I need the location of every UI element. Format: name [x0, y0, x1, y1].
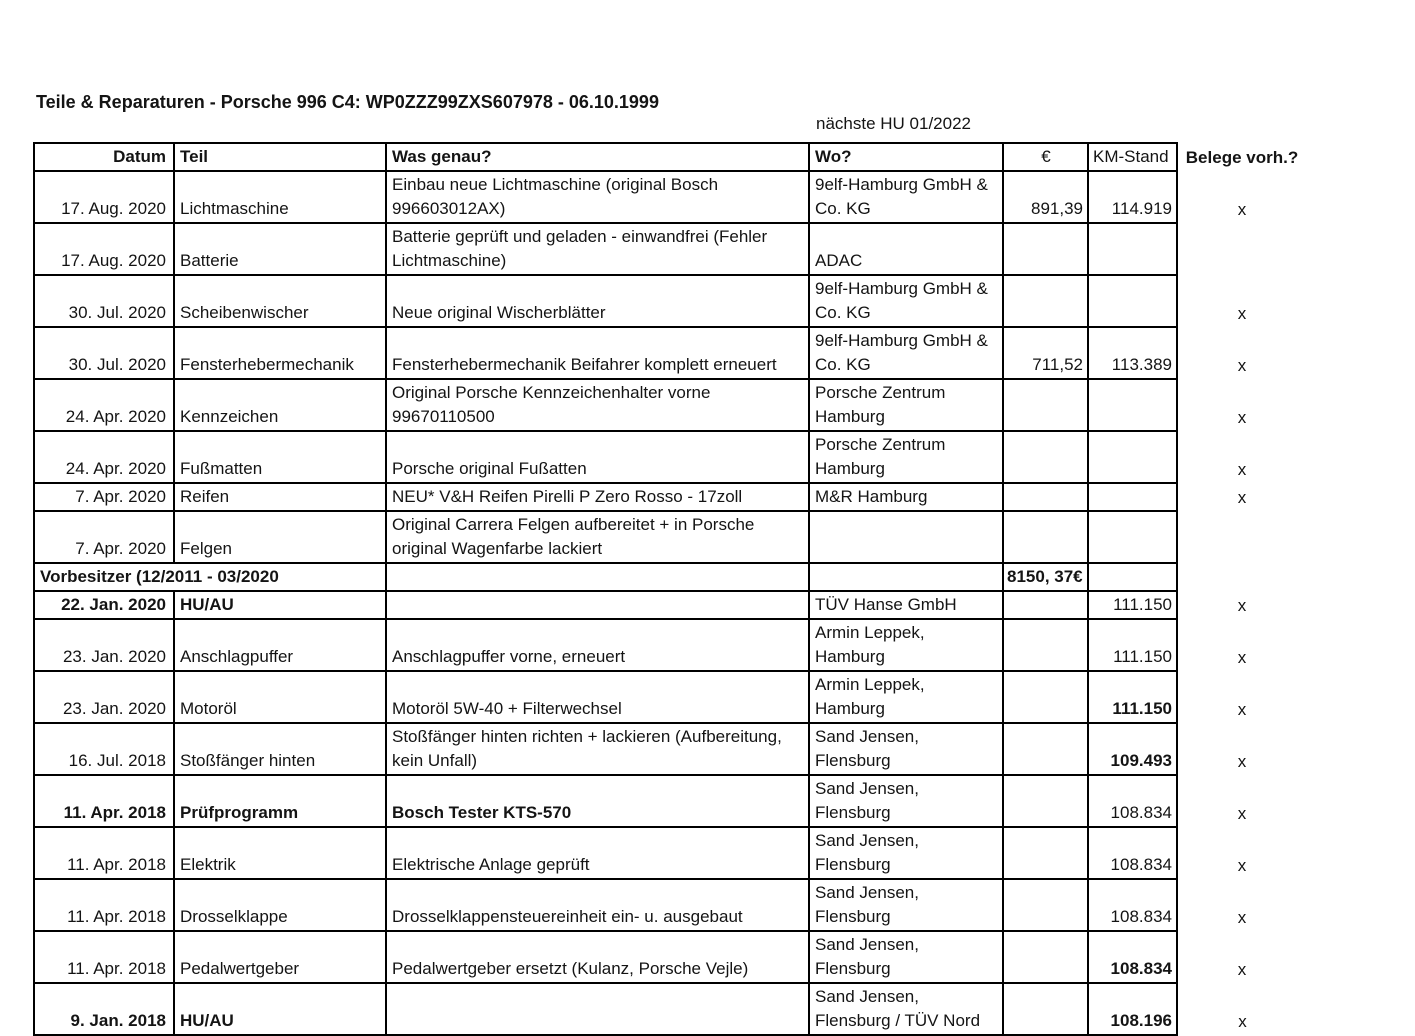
cell-beleg: x: [1237, 596, 1247, 615]
cell-wo: Sand Jensen, Flensburg: [809, 827, 1003, 879]
column-header-eur: €: [1003, 143, 1088, 171]
cell-eur: [1003, 827, 1088, 879]
cell-beleg: [1177, 511, 1307, 563]
cell-km: 113.389: [1088, 327, 1177, 379]
cell-datum: 24. Apr. 2020: [34, 431, 174, 483]
column-header-teil: Teil: [174, 143, 386, 171]
cell-was: Drosselklappensteuereinheit ein- u. ausgebaut: [386, 879, 809, 931]
cell-section-label: Vorbesitzer (12/2011 - 03/2020: [34, 563, 386, 591]
cell-eur: [1003, 275, 1088, 327]
table-row: [34, 983, 1307, 1035]
cell-teil: Fensterhebermechanik: [174, 327, 386, 379]
cell-wo: 9elf-Hamburg GmbH & Co. KG: [809, 327, 1003, 379]
cell-eur: [1003, 619, 1088, 671]
cell-datum: 23. Jan. 2020: [34, 671, 174, 723]
cell-eur: [1003, 431, 1088, 483]
cell-was: [386, 563, 809, 591]
cell-datum: 16. Jul. 2018: [34, 723, 174, 775]
cell-wo: Armin Leppek, Hamburg: [809, 671, 1003, 723]
cell-was: Original Carrera Felgen aufbereitet + in Porsche original Wagenfarbe lackiert: [386, 511, 809, 563]
cell-was: Original Porsche Kennzeichenhalter vorne 99670110500: [386, 379, 809, 431]
cell-beleg: x: [1237, 200, 1247, 219]
table-row: [34, 591, 1307, 619]
cell-eur: [1003, 723, 1088, 775]
cell-km: 109.493: [1088, 723, 1177, 775]
cell-teil: Felgen: [174, 511, 386, 563]
cell-datum: 22. Jan. 2020: [34, 591, 174, 619]
cell-was: [386, 591, 809, 619]
table-row: [34, 327, 1307, 379]
table-row: [34, 775, 1307, 827]
cell-was: Fensterhebermechanik Beifahrer komplett erneuert: [386, 327, 809, 379]
cell-datum: 30. Jul. 2020: [34, 327, 174, 379]
table-row: [34, 431, 1307, 483]
cell-wo: Porsche Zentrum Hamburg: [809, 379, 1003, 431]
cell-wo: Porsche Zentrum Hamburg: [809, 431, 1003, 483]
cell-beleg: x: [1237, 856, 1247, 875]
cell-beleg: x: [1237, 960, 1247, 979]
table-row: [34, 619, 1307, 671]
cell-wo: 9elf-Hamburg GmbH & Co. KG: [809, 171, 1003, 223]
cell-beleg: x: [1238, 1012, 1247, 1031]
cell-eur: [1003, 379, 1088, 431]
cell-wo: 9elf-Hamburg GmbH & Co. KG: [809, 275, 1003, 327]
cell-datum: 9. Jan. 2018: [34, 983, 174, 1035]
cell-eur: [1003, 879, 1088, 931]
cell-was: Porsche original Fußatten: [386, 431, 809, 483]
cell-eur: 711,52: [1003, 327, 1088, 379]
cell-datum: 17. Aug. 2020: [34, 171, 174, 223]
cell-beleg: x: [1237, 460, 1247, 479]
cell-wo: Sand Jensen, Flensburg: [809, 879, 1003, 931]
cell-was: Motoröl 5W-40 + Filterwechsel: [386, 671, 809, 723]
cell-teil: Batterie: [174, 223, 386, 275]
cell-beleg: x: [1237, 304, 1247, 323]
cell-was: Bosch Tester KTS-570: [386, 775, 809, 827]
cell-datum: 11. Apr. 2018: [34, 879, 174, 931]
cell-was: NEU* V&H Reifen Pirelli P Zero Rosso - 17zoll: [386, 483, 809, 511]
header-row: [34, 143, 1307, 171]
cell-beleg: x: [1237, 488, 1247, 507]
cell-datum: 7. Apr. 2020: [34, 511, 174, 563]
cell-beleg: x: [1237, 648, 1247, 667]
cell-teil: Motoröl: [174, 671, 386, 723]
cell-km: [1088, 431, 1177, 483]
cell-teil: Pedalwertgeber: [174, 931, 386, 983]
cell-teil: Prüfprogramm: [174, 775, 386, 827]
cell-eur: [1003, 775, 1088, 827]
cell-teil: Anschlagpuffer: [174, 619, 386, 671]
table-row: [34, 723, 1307, 775]
cell-wo: Sand Jensen, Flensburg: [809, 931, 1003, 983]
cell-teil: Lichtmaschine: [174, 171, 386, 223]
cell-was: Neue original Wischerblätter: [386, 275, 809, 327]
cell-datum: 30. Jul. 2020: [34, 275, 174, 327]
table-row: [34, 379, 1307, 431]
cell-km: 111.150: [1088, 619, 1177, 671]
cell-eur: [1003, 511, 1088, 563]
cell-was: Anschlagpuffer vorne, erneuert: [386, 619, 809, 671]
cell-wo: [809, 563, 1003, 591]
cell-km: [1088, 223, 1177, 275]
cell-datum: 17. Aug. 2020: [34, 223, 174, 275]
cell-datum: 11. Apr. 2018: [34, 775, 174, 827]
cell-was: Pedalwertgeber ersetzt (Kulanz, Porsche Vejle): [386, 931, 809, 983]
cell-beleg: x: [1237, 804, 1247, 823]
cell-wo: M&R Hamburg: [809, 483, 1003, 511]
cell-beleg: [1177, 563, 1307, 591]
cell-wo: Sand Jensen, Flensburg: [809, 723, 1003, 775]
cell-km: [1088, 379, 1177, 431]
cell-km: 108.834: [1088, 879, 1177, 931]
cell-wo: [809, 511, 1003, 563]
column-header-km-stand: KM-Stand: [1088, 143, 1177, 171]
cell-datum: 24. Apr. 2020: [34, 379, 174, 431]
cell-wo: Sand Jensen, Flensburg / TÜV Nord: [809, 983, 1003, 1035]
cell-beleg: x: [1237, 356, 1247, 375]
cell-datum: 7. Apr. 2020: [34, 483, 174, 511]
cell-teil: Reifen: [174, 483, 386, 511]
cell-km: 108.834: [1088, 931, 1177, 983]
cell-eur: [1003, 223, 1088, 275]
cell-teil: Scheibenwischer: [174, 275, 386, 327]
cell-eur: [1003, 483, 1088, 511]
cell-beleg: x: [1237, 700, 1247, 719]
cell-km: [1088, 563, 1177, 591]
cell-was: Einbau neue Lichtmaschine (original Bosch 996603012AX): [386, 171, 809, 223]
cell-beleg: [1177, 223, 1307, 275]
page-title: Teile & Reparaturen - Porsche 996 C4: WP0ZZZ99ZXS607978 - 06.10.1999: [36, 92, 659, 112]
column-header-belege: Belege vorh.?: [1185, 148, 1299, 167]
cell-datum: 11. Apr. 2018: [34, 827, 174, 879]
cell-eur: 8150, 37€: [1003, 563, 1088, 591]
table-row: [34, 931, 1307, 983]
cell-beleg: x: [1237, 752, 1247, 771]
cell-km: [1088, 511, 1177, 563]
table-row: [34, 827, 1307, 879]
table-row: [34, 171, 1307, 223]
cell-km: 108.196: [1088, 983, 1177, 1035]
table-row: [34, 671, 1307, 723]
cell-datum: 23. Jan. 2020: [34, 619, 174, 671]
cell-km: [1088, 275, 1177, 327]
cell-eur: [1003, 983, 1088, 1035]
cell-eur: [1003, 931, 1088, 983]
table-row: [34, 223, 1307, 275]
cell-wo: Armin Leppek, Hamburg: [809, 619, 1003, 671]
cell-teil: Elektrik: [174, 827, 386, 879]
cell-wo: Sand Jensen, Flensburg: [809, 775, 1003, 827]
cell-teil: Kennzeichen: [174, 379, 386, 431]
cell-was: Stoßfänger hinten richten + lackieren (Aufbereitung, kein Unfall): [386, 723, 809, 775]
section-row: [34, 563, 1307, 591]
repairs-table: [33, 142, 1308, 1036]
cell-was: Batterie geprüft und geladen - einwandfrei (Fehler Lichtmaschine): [386, 223, 809, 275]
cell-datum: 11. Apr. 2018: [34, 931, 174, 983]
cell-km: 111.150: [1088, 671, 1177, 723]
cell-km: 114.919: [1088, 171, 1177, 223]
cell-was: [386, 983, 809, 1035]
cell-km: 108.834: [1088, 827, 1177, 879]
cell-wo: TÜV Hanse GmbH: [809, 591, 1003, 619]
cell-km: 108.834: [1088, 775, 1177, 827]
cell-teil: HU/AU: [174, 591, 386, 619]
table-row: [34, 879, 1307, 931]
table-row: [34, 483, 1307, 511]
next-hu-note: nächste HU 01/2022: [816, 114, 971, 133]
table-row: [34, 275, 1307, 327]
cell-teil: Fußmatten: [174, 431, 386, 483]
cell-beleg: x: [1237, 908, 1247, 927]
column-header-datum: Datum: [34, 143, 174, 171]
cell-eur: [1003, 591, 1088, 619]
cell-eur: 891,39: [1003, 171, 1088, 223]
cell-km: [1088, 483, 1177, 511]
table-row: [34, 511, 1307, 563]
column-header-wo: Wo?: [809, 143, 1003, 171]
column-header-was-genau: Was genau?: [386, 143, 809, 171]
cell-wo: ADAC: [809, 223, 1003, 275]
cell-was: Elektrische Anlage geprüft: [386, 827, 809, 879]
cell-teil: Drosselklappe: [174, 879, 386, 931]
cell-teil: HU/AU: [174, 983, 386, 1035]
cell-eur: [1003, 671, 1088, 723]
cell-beleg: x: [1237, 408, 1247, 427]
cell-teil: Stoßfänger hinten: [174, 723, 386, 775]
cell-km: 111.150: [1088, 591, 1177, 619]
